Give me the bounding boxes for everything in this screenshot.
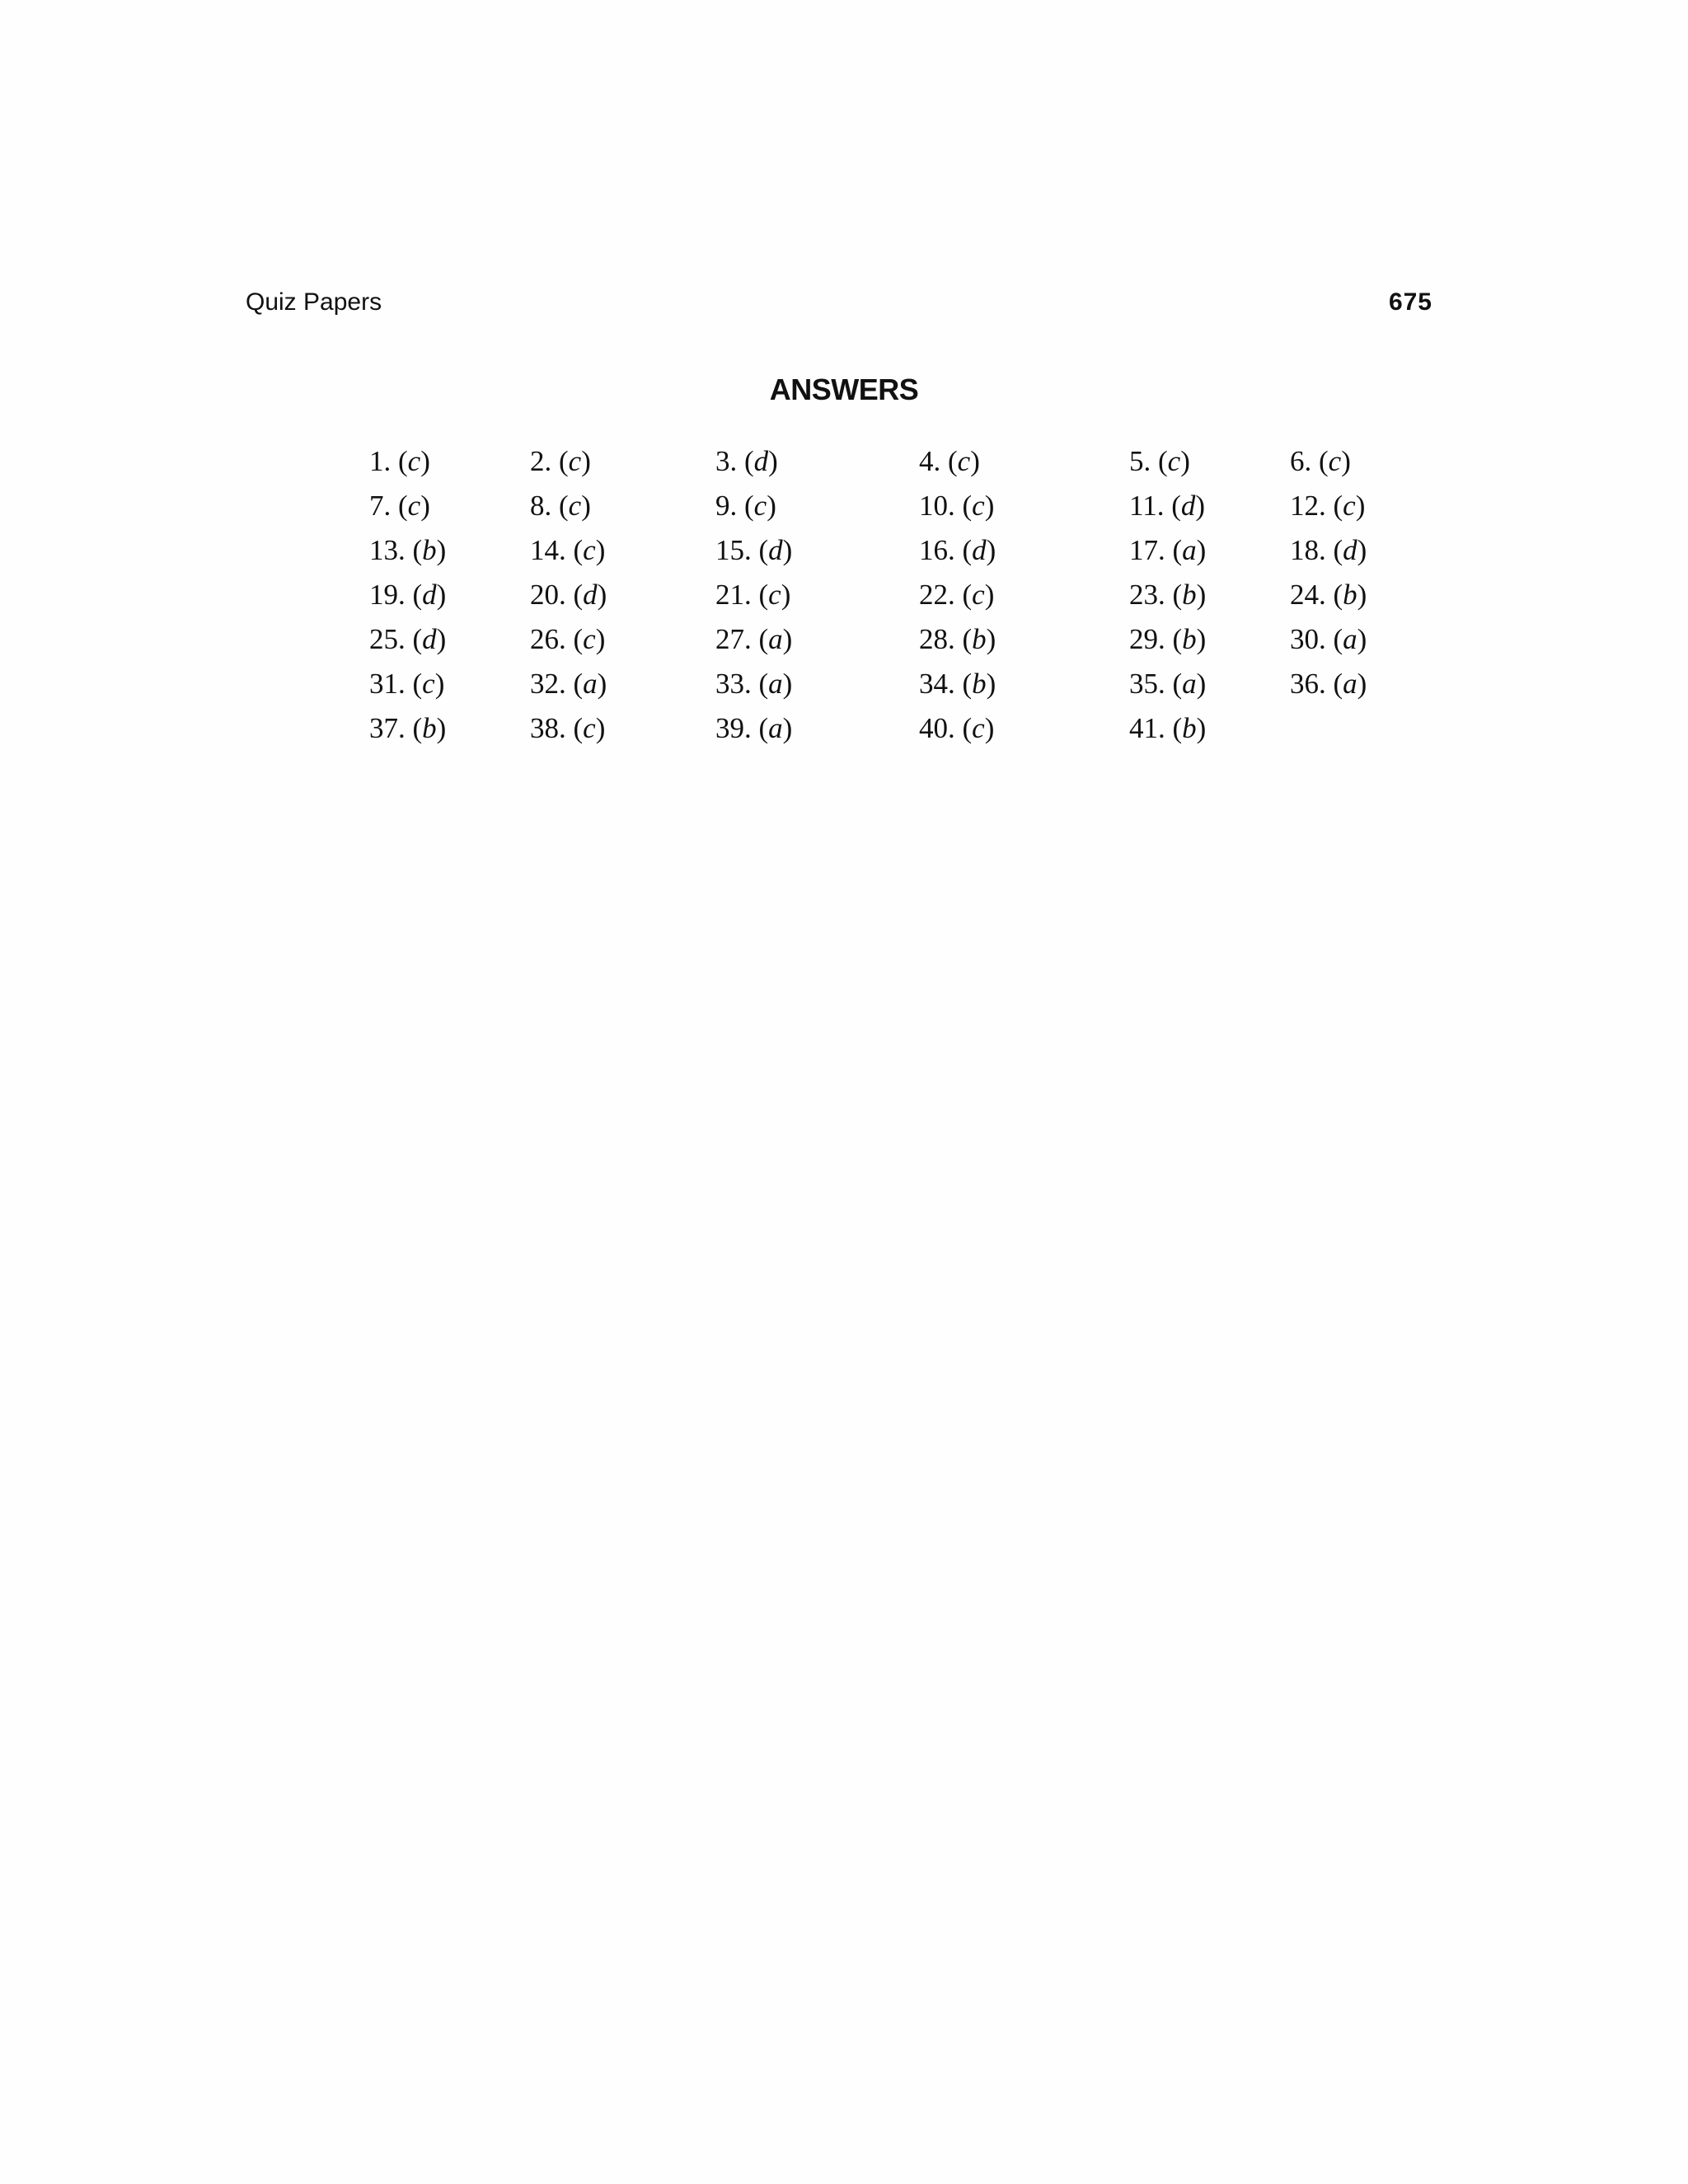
question-number: 23. — [1129, 579, 1165, 611]
answer-option: c — [972, 579, 985, 611]
question-number: 33. — [715, 668, 752, 700]
answer-item: 3. (d) — [715, 445, 778, 477]
answer-item: 12. (c) — [1290, 490, 1366, 522]
answer-option: b — [1182, 579, 1197, 611]
answer-item: 10. (c) — [919, 490, 995, 522]
answer-item: 2. (c) — [530, 445, 591, 477]
answer-option: a — [1182, 534, 1197, 566]
question-number: 38. — [530, 712, 566, 744]
question-number: 35. — [1129, 668, 1165, 700]
answer-item: 41. (b) — [1129, 712, 1207, 744]
answer-option: c — [1167, 445, 1181, 477]
question-number: 37. — [369, 712, 406, 744]
answer-option: c — [1328, 445, 1342, 477]
answer-option: c — [583, 534, 596, 566]
question-number: 11. — [1129, 490, 1165, 522]
answer-item: 27. (a) — [715, 623, 793, 655]
answer-item: 29. (b) — [1129, 623, 1207, 655]
answer-item: 37. (b) — [369, 712, 447, 744]
answer-option: c — [583, 712, 596, 744]
answer-item: 16. (d) — [919, 534, 996, 566]
answer-option: c — [972, 712, 985, 744]
answer-item: 6. (c) — [1290, 445, 1351, 477]
answer-option: c — [568, 490, 582, 522]
answer-item: 28. (b) — [919, 623, 996, 655]
answer-item: 38. (c) — [530, 712, 606, 744]
answer-option: d — [768, 534, 783, 566]
question-number: 19. — [369, 579, 406, 611]
question-number: 31. — [369, 668, 406, 700]
question-number: 34. — [919, 668, 955, 700]
section-title: ANSWERS — [769, 373, 919, 406]
answer-item: 34. (b) — [919, 668, 996, 700]
answer-item: 14. (c) — [530, 534, 606, 566]
answer-item: 9. (c) — [715, 490, 776, 522]
question-number: 14. — [530, 534, 566, 566]
answer-item: 13. (b) — [369, 534, 447, 566]
question-number: 18. — [1290, 534, 1326, 566]
answer-item: 31. (c) — [369, 668, 445, 700]
answer-item: 18. (d) — [1290, 534, 1367, 566]
answer-item: 30. (a) — [1290, 623, 1367, 655]
question-number: 30. — [1290, 623, 1326, 655]
question-number: 1. — [369, 445, 392, 477]
answer-option: a — [768, 712, 783, 744]
question-number: 9. — [715, 490, 738, 522]
answer-item: 19. (d) — [369, 579, 447, 611]
answer-item: 39. (a) — [715, 712, 793, 744]
answer-item: 11. (d) — [1129, 490, 1206, 522]
answer-option: c — [407, 490, 421, 522]
answer-item: 26. (c) — [530, 623, 606, 655]
question-number: 24. — [1290, 579, 1326, 611]
answer-item: 33. (a) — [715, 668, 793, 700]
answer-option: d — [1343, 534, 1357, 566]
running-title: Quiz Papers — [246, 288, 382, 316]
answer-item: 32. (a) — [530, 668, 607, 700]
answer-option: d — [422, 623, 437, 655]
question-number: 41. — [1129, 712, 1165, 744]
question-number: 12. — [1290, 490, 1326, 522]
answer-item: 22. (c) — [919, 579, 995, 611]
answer-item: 25. (d) — [369, 623, 447, 655]
answer-item: 5. (c) — [1129, 445, 1190, 477]
question-number: 29. — [1129, 623, 1165, 655]
answer-option: d — [1180, 490, 1196, 522]
answer-option: a — [1343, 668, 1357, 700]
answer-option: a — [1343, 623, 1357, 655]
answer-item: 35. (a) — [1129, 668, 1207, 700]
answer-item: 4. (c) — [919, 445, 980, 477]
question-number: 32. — [530, 668, 566, 700]
answer-option: a — [768, 668, 783, 700]
answer-item: 24. (b) — [1290, 579, 1367, 611]
question-number: 3. — [715, 445, 738, 477]
question-number: 17. — [1129, 534, 1165, 566]
answer-item: 15. (d) — [715, 534, 793, 566]
answer-option: c — [422, 668, 435, 700]
answer-item: 23. (b) — [1129, 579, 1207, 611]
answer-option: c — [768, 579, 781, 611]
question-number: 27. — [715, 623, 752, 655]
answer-option: c — [972, 490, 985, 522]
question-number: 25. — [369, 623, 406, 655]
question-number: 39. — [715, 712, 752, 744]
question-number: 7. — [369, 490, 392, 522]
answer-option: c — [568, 445, 582, 477]
answer-option: c — [407, 445, 421, 477]
answer-option: d — [972, 534, 987, 566]
answer-item: 1. (c) — [369, 445, 430, 477]
answer-option: c — [1343, 490, 1356, 522]
question-number: 28. — [919, 623, 955, 655]
page-number: 675 — [1388, 288, 1432, 316]
question-number: 20. — [530, 579, 566, 611]
question-number: 10. — [919, 490, 955, 522]
answer-option: b — [1182, 623, 1197, 655]
answer-option: a — [1182, 668, 1197, 700]
question-number: 4. — [919, 445, 941, 477]
answer-option: c — [583, 623, 596, 655]
question-number: 36. — [1290, 668, 1326, 700]
answer-item: 7. (c) — [369, 490, 430, 522]
question-number: 5. — [1129, 445, 1151, 477]
question-number: 40. — [919, 712, 955, 744]
answer-option: b — [422, 712, 437, 744]
question-number: 15. — [715, 534, 752, 566]
answer-option: d — [753, 445, 769, 477]
answer-option: c — [957, 445, 971, 477]
answer-item: 20. (d) — [530, 579, 607, 611]
question-number: 22. — [919, 579, 955, 611]
question-number: 21. — [715, 579, 752, 611]
answer-option: b — [972, 668, 987, 700]
question-number: 26. — [530, 623, 566, 655]
question-number: 8. — [530, 490, 552, 522]
answer-option: b — [1343, 579, 1357, 611]
answer-option: a — [768, 623, 783, 655]
question-number: 6. — [1290, 445, 1312, 477]
question-number: 2. — [530, 445, 552, 477]
answer-option: b — [422, 534, 437, 566]
answer-item: 17. (a) — [1129, 534, 1207, 566]
answer-item: 40. (c) — [919, 712, 995, 744]
answer-item: 8. (c) — [530, 490, 591, 522]
answer-option: c — [753, 490, 767, 522]
question-number: 13. — [369, 534, 406, 566]
running-header — [246, 288, 1432, 325]
answer-item: 21. (c) — [715, 579, 791, 611]
answer-option: b — [1182, 712, 1197, 744]
answer-item: 36. (a) — [1290, 668, 1367, 700]
answer-option: b — [972, 623, 987, 655]
answer-option: a — [583, 668, 598, 700]
answer-option: d — [583, 579, 598, 611]
question-number: 16. — [919, 534, 955, 566]
answer-option: d — [422, 579, 437, 611]
